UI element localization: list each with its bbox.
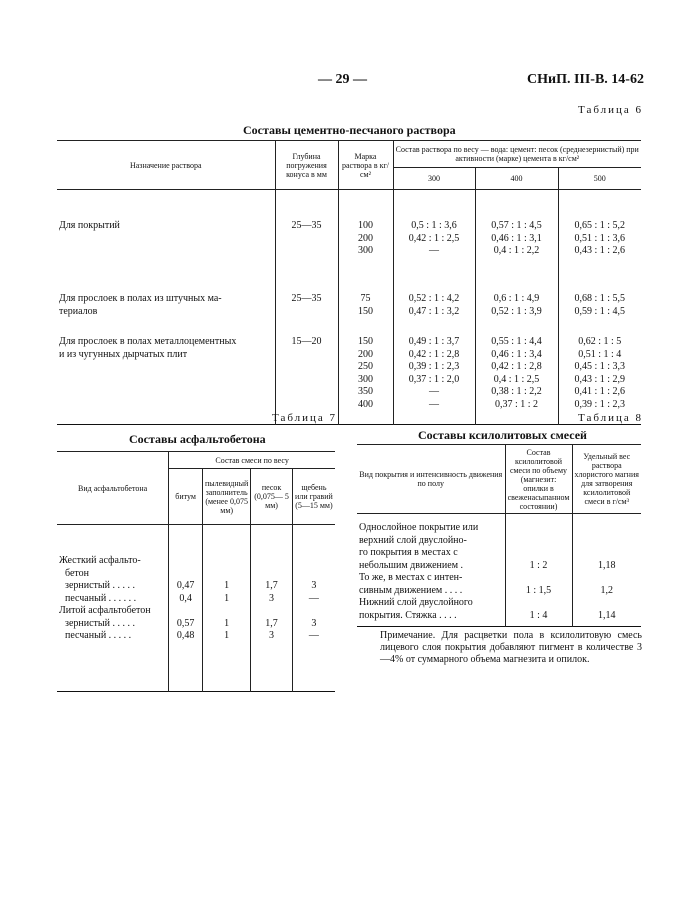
t6-cell: —	[429, 245, 439, 256]
t6-cell: 250	[358, 361, 373, 372]
t7-header-bitumen: битум	[169, 469, 203, 525]
table6-title: Составы цементно-песчаного раствора	[243, 123, 456, 137]
t6-cell: 300	[358, 373, 373, 385]
t6-cell: 0,38 : 1 : 2,2	[491, 386, 542, 397]
table8-title: Составы ксилолитовых смесей	[418, 428, 587, 442]
t6-cell: 0,46 : 1 : 3,4	[491, 348, 542, 360]
t7-cell: 0,48	[169, 630, 203, 691]
t6-cell: 75	[360, 293, 371, 304]
t6-cell: 0,51 : 1 : 4	[578, 348, 622, 360]
t6-cell: 0,41 : 1 : 2,6	[574, 386, 626, 397]
t7-header-gravel: щебень или гравий (5—15 мм)	[292, 469, 335, 525]
t6-cell: 0,52 : 1 : 3,9	[491, 305, 542, 317]
t8-header-composition: Состав ксилолитовой смеси по объему (магнезит: опилки в свеженасыпанном состоянии)	[505, 445, 572, 514]
table-row	[57, 605, 335, 618]
table7	[57, 451, 335, 692]
t8-cell: 1,2	[572, 572, 641, 597]
t6-header-grade: Марка раствора в кг/см²	[338, 141, 393, 190]
t6-cell: —	[429, 386, 439, 397]
t6-cell: 0,4 : 1 : 2,2	[493, 245, 540, 256]
t7-row-name: песчаный . . . . . .	[57, 593, 169, 606]
t6-cell: 150	[358, 305, 373, 317]
t7-row-name: бетон	[57, 568, 169, 581]
t7-cell: 3	[251, 630, 293, 691]
t6-cell: 0,45 : 1 : 3,3	[574, 361, 626, 372]
t7-row-name: Жесткий асфальто-	[57, 525, 169, 568]
t8-cell: 1 : 2	[505, 514, 572, 573]
t6-cell: 0,51 : 1 : 3,6	[574, 232, 626, 244]
t6-cell: 350	[358, 386, 373, 397]
t7-header-sand: песок (0,075— 5 мм)	[251, 469, 293, 525]
t7-row-name: зернистый . . . . .	[57, 618, 169, 631]
t7-cell: —	[292, 630, 335, 691]
t6-header-composition: Состав раствора по весу — вода: цемент: песок (среднезернистый) при активности (марке) цемента в кг/см²	[393, 141, 641, 168]
t7-cell: 3	[251, 593, 293, 606]
t6-cell: 0,55 : 1 : 4,4	[491, 336, 542, 347]
t7-cell: 0,47	[169, 580, 203, 593]
t7-cell: —	[292, 593, 335, 606]
t6-cell: 0,6 : 1 : 4,9	[493, 293, 540, 304]
t6-cell: 0,37 : 1 : 2,0	[408, 373, 460, 385]
t7-cell: 3	[292, 618, 335, 631]
t7-header-composition: Состав смеси по весу	[169, 452, 335, 469]
t8-cell: 1 : 4	[505, 597, 572, 627]
t7-header-filler: пылевидный заполнитель (менее 0,075 мм)	[203, 469, 251, 525]
t7-cell: 1	[203, 593, 251, 606]
t6-cell: 0,5 : 1 : 3,6	[411, 220, 457, 231]
t8-row-line: верхний слой двуслойно-	[359, 534, 467, 546]
t7-row-name: Литой асфальтобетон	[57, 605, 169, 618]
t7-cell: 1	[203, 630, 251, 691]
t6-cell: 100	[358, 220, 373, 231]
t7-cell: 3	[292, 580, 335, 593]
table6	[57, 140, 644, 425]
t6-cell: 0,39 : 1 : 2,3	[408, 361, 460, 372]
t7-row-name: зернистый . . . . .	[57, 580, 169, 593]
t6-cell: 200	[358, 232, 373, 244]
t6-row2-purpose: Для прослоек в полах из штучных ма-	[59, 293, 222, 304]
table8-note: Примечание. Для расцветки пола в ксилолитовую смесь лицевого слоя покрытия добавляют пигмент в количестве 3—4% от суммарного объема магнезита и опилок.	[380, 630, 642, 665]
t6-cell: 0,59 : 1 : 4,5	[574, 305, 626, 317]
t7-cell: 1	[203, 580, 251, 593]
t6-row3-purpose: Для прослоек в полах металлоцементных	[59, 336, 237, 347]
t6-cell: 300	[358, 245, 373, 256]
t8-cell: 1,14	[572, 597, 641, 627]
page-number: — 29 —	[318, 72, 367, 87]
t6-cell: 0,46 : 1 : 3,1	[491, 232, 542, 244]
t8-row-line: Нижний слой двуслойного	[359, 597, 473, 608]
table-row	[357, 514, 641, 573]
t6-cell: 0,57 : 1 : 4,5	[491, 220, 542, 231]
t6-header-500: 500	[558, 168, 641, 190]
t7-header-type: Вид асфальтобетона	[57, 452, 169, 525]
t8-header-weight: Удельный вес раствора хлористого магния для затворения ксилолитовой смеси в г/см³	[572, 445, 641, 514]
document-code: СНиП. III-В. 14-62	[527, 72, 644, 87]
table7-title: Составы асфальтобетона	[129, 432, 266, 446]
t7-cell: 1,7	[251, 580, 293, 593]
t8-row-line: небольшим движением .	[359, 559, 464, 571]
table-row	[57, 568, 335, 581]
t8-row-line: го покрытия в местах с	[359, 547, 458, 558]
t6-cell: 0,39 : 1 : 2,3	[574, 398, 626, 410]
t6-row1-purpose: Для покрытий	[59, 220, 120, 231]
t8-row-line: То же, в местах с интен-	[359, 572, 463, 583]
table-row	[57, 190, 641, 276]
t6-header-300: 300	[393, 168, 475, 190]
t6-cell: 150	[358, 336, 373, 347]
t6-cell: 0,42 : 1 : 2,5	[408, 232, 460, 244]
t6-header-purpose: Назначение раствора	[57, 141, 275, 190]
t6-row3-depth: 15—20	[291, 336, 322, 347]
table-row	[57, 618, 335, 631]
t6-cell: 200	[358, 348, 373, 360]
t6-cell: 400	[358, 398, 373, 410]
t6-cell: 0,42 : 1 : 2,8	[491, 361, 542, 372]
t6-cell: 0,49 : 1 : 3,7	[408, 336, 460, 347]
t8-row-line: покрытия. Стяжка . . . .	[359, 609, 457, 621]
table-row	[357, 572, 641, 597]
t6-cell: 0,62 : 1 : 5	[578, 336, 622, 347]
t6-cell: 0,42 : 1 : 2,8	[408, 348, 460, 360]
table-row	[57, 318, 641, 425]
t7-cell: 1	[203, 618, 251, 631]
table6-label: Таблица 6	[578, 104, 644, 116]
t6-row2-purpose-cont: териалов	[59, 305, 98, 317]
t6-cell: 0,65 : 1 : 5,2	[574, 220, 626, 231]
t6-header-400: 400	[475, 168, 558, 190]
t6-cell: 0,68 : 1 : 5,5	[574, 293, 626, 304]
table-row	[57, 580, 335, 593]
t6-cell: 0,4 : 1 : 2,5	[493, 373, 540, 385]
t6-header-depth: Глубина погружения конуса в мм	[275, 141, 338, 190]
t7-cell: 0,57	[169, 618, 203, 631]
table-row	[57, 525, 335, 568]
t8-cell: 1,18	[572, 514, 641, 573]
t7-cell: 1,7	[251, 618, 293, 631]
t6-cell: 0,37 : 1 : 2	[494, 398, 539, 410]
table-row	[57, 275, 641, 318]
table7-label: Таблица 7	[272, 412, 338, 424]
t6-row2-depth: 25—35	[291, 293, 322, 304]
t8-header-type: Вид покрытия и интенсивность движения по полу	[357, 445, 505, 514]
t6-cell: —	[429, 398, 439, 410]
table-row	[357, 597, 641, 627]
table8-label: Таблица 8	[578, 412, 644, 424]
table8	[357, 444, 641, 627]
t8-row-line: сивным движением . . . .	[359, 584, 463, 596]
t7-row-name: песчаный . . . . .	[57, 630, 169, 691]
t7-cell: 0,4	[169, 593, 203, 606]
t6-cell: 0,43 : 1 : 2,6	[574, 245, 626, 256]
table-row	[57, 630, 335, 691]
t8-row-line: Однослойное покрытие или	[359, 522, 479, 533]
t6-row1-depth: 25—35	[291, 220, 322, 231]
t8-cell: 1 : 1,5	[505, 572, 572, 597]
t6-cell: 0,52 : 1 : 4,2	[408, 293, 460, 304]
t6-row3-purpose-cont: и из чугунных дырчатых плит	[59, 348, 188, 360]
table-row	[57, 593, 335, 606]
t6-cell: 0,43 : 1 : 2,9	[574, 373, 626, 385]
t6-cell: 0,47 : 1 : 3,2	[408, 305, 460, 317]
